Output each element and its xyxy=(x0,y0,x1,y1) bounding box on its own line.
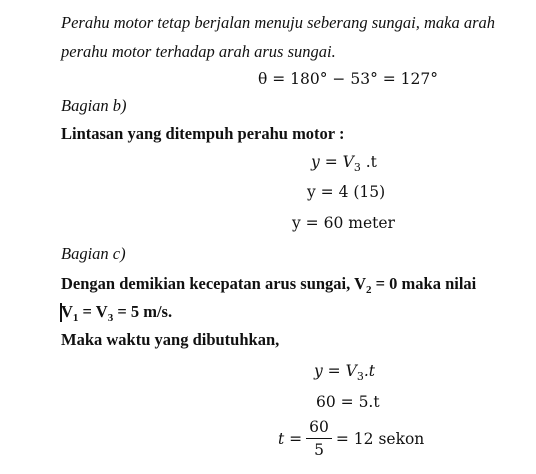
equation-c3 xyxy=(278,418,424,459)
eq-tail: .t xyxy=(360,153,377,171)
fraction xyxy=(306,418,332,459)
paragraph-c1 xyxy=(61,274,476,294)
equation-c1 xyxy=(314,362,375,383)
text-run: = 0 maka nilai xyxy=(371,274,477,293)
eq-var: V xyxy=(342,153,354,171)
eq-var: y xyxy=(311,153,320,171)
paragraph-c3: Maka waktu yang dibutuhkan, xyxy=(61,330,280,349)
text-run: V xyxy=(61,302,73,321)
equation-b3: y = 60 meter xyxy=(292,214,395,232)
eq-var: V xyxy=(345,362,357,380)
lintasan-text: Lintasan yang ditempuh perahu motor : xyxy=(61,124,345,143)
text-run: = 5 m/s. xyxy=(113,302,173,321)
fraction-numerator: 60 xyxy=(306,418,332,439)
section-heading-c: Bagian c) xyxy=(61,244,126,263)
equation-theta: θ = 180° − 53° = 127° xyxy=(258,70,438,88)
subscript: 3 xyxy=(107,312,114,324)
paragraph-line: Perahu motor tetap berjalan menuju seberang sungai, maka arah xyxy=(61,13,496,32)
eq-rhs: = 12 sekon xyxy=(335,429,425,448)
section-heading-b: Bagian b) xyxy=(61,96,127,115)
eq-op: = xyxy=(319,153,343,171)
equation-b2: y = 4 (15) xyxy=(307,183,386,201)
text-run: = V xyxy=(78,302,108,321)
eq-subscript: 3 xyxy=(353,161,361,174)
eq-tail: .t xyxy=(363,362,375,380)
paragraph-c2 xyxy=(61,302,172,322)
eq-lhs: t = xyxy=(278,429,303,448)
subscript: 1 xyxy=(72,312,79,324)
paragraph-line: perahu motor terhadap arah arus sungai. xyxy=(61,42,336,61)
fraction-denominator: 5 xyxy=(314,441,324,459)
eq-subscript: 3 xyxy=(356,370,364,383)
equation-c2: 60 = 5.t xyxy=(316,393,380,411)
equation-b1 xyxy=(311,153,377,174)
subscript: 2 xyxy=(366,284,372,296)
text-run: Dengan demikian kecepatan arus sungai, V xyxy=(61,274,367,293)
eq-lhs: y = xyxy=(314,362,346,380)
